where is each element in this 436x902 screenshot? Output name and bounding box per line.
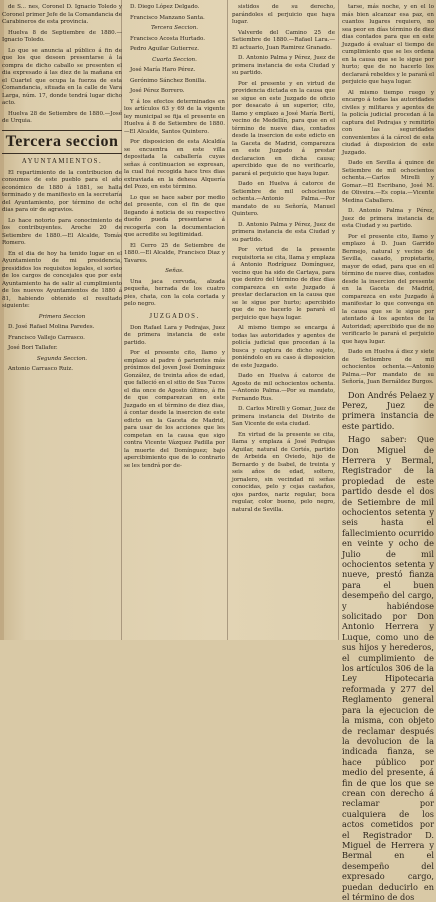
list-item: Francisco Vallejo Carrasco. [8,334,85,341]
list-item: Francisco Manzano Santa. [130,14,205,21]
list-item: Pedro Aguilar Gutierrez. [130,46,200,52]
paragraph: Huelva 8 de Septiembre de 1880.—Ignacio Toledo. [2,29,122,43]
paragraph: Dado en Huelva á diez y siete de Setiembre de mil ochocientos ochenta.—Antonio Palma.—Por mandato de su Señoría, Juan Bernáldez Burgos. [342,349,434,385]
section-subheading: JUZGADOS. [149,312,200,320]
list-item: José María Haro Pérez. [130,67,196,73]
paragraph: En virtud de la presente se cita, llama y emplaza á José Pedrajas Aguilar, natural de Cortés, partido de Arbeida en Oviedo, hijo de Bernardo y de Isabel, de treinta y seis años de edad, soltero, jornalero, sin vecindad ni señas conocidas, pelo y cejas castaños, ojos pardos, nariz regular, boca regular, color bueno, pelo negro, natural de Sevilla. [232,431,335,513]
column-3 [232,4,335,636]
paragraph: tarse, más noche, y en el lo más bien alcanzar esa paz, en cuantos lugares requiero, no sea peor en días término de diez dias contados para que en este Juzgado á evaluar el tiempo de cumplimiento que se les ordena en la causa que se le sigue por hurto; que de no hacerlo los declarará rebeldes y le parará el perjuicio que haya lugar. [342,4,434,85]
column-4 [342,4,434,902]
section-heading: Tercera seccion [2,130,122,154]
paragraph: Al mismo tiempo se encarga á todas las autoridades y agentes de policía judicial que procedan á la busca y captura de dicho sujeto, poniéndolo en su caso á disposicion de este Juzgado. [232,325,335,369]
paragraph: de S... nes, Coronel D. Ignacio Toledo y Coronel primer Jefe de la Comandancia de Carabineros de esta provincia. [2,4,122,25]
list-item: Antonio Carrasco Ruiz. [8,366,74,372]
paragraph: Una jaca cervuda, alzada pequeña, herrada de los cuatro pies, chata, con la cola cortada y pelo negro. [124,278,225,307]
paragraph: Don Rafael Lara y Pedrajas, Juez de primera instancia de este partido. [124,324,225,346]
paragraph: Hago saber: Que Don Miguel de Herrera y Bermal, Registrador de la propiedad de este partido desde el dos de Setiembre de mil ochocientos setenta y seis hasta el fallecimiento ocurrido en veinte y ocho de Julio de mil ochocientos setenta y nueve, prestó fianza para el buen desempeño del cargo, y habiéndose solicitado por Don Antonio Herrera y Luque, como uno de sus hijos y herederos, el cumplimiento de los artículos 306 de la Ley Hipotecaria reformada y 277 del Reglamento general para la ejecucion de la misma, con objeto de reclamar después la devolucion de la indicada fianza, se hace público por medio del presente, á fin de que los que se crean con derecho á reclamar por cualquiera de los actos cometidos por el Registrador D. Miguel de Herrera y Bermal en el desempeño del expresado cargo, puedan deducirlo en el término de dos [342,434,434,902]
paragraph: Don Andrés Pelaez y Perez, Juez de primera instancia de este partido. [342,389,434,431]
paragraph: Por el presente cito, llamo y emplazo á D. Juan Garrido Bermejo, natural y vecino de Sevilla, casado, propietario, mayor de edad, para que en el término de nueve dias, contados desde la insercion del presente en la Gaceta de Madrid, comparezca en este Juzgado á manifestar lo que convenga en la causa que se le sigue por atentado á los agentes de la Autoridad; apercibido que de no verificarlo le parará el perjuicio que haya lugar. [342,233,434,345]
paragraph: Dado en Huelva á catorce de Agosto de mil ochocientos ochenta.—Antonio Palma.—Por su mandato, Fernando Rus. [232,373,335,402]
list-item: Francisco Acosta Hurtado. [130,35,206,42]
paragraph: Lo que se hace saber por medio del presente, con el fin de que llegando á noticia de su respectivo dueño pueda presentarse á recogerla con la documentacion que acredite su legitimidad. [124,194,225,238]
paragraph: D. Antonio Palma y Pérez, Juez de primera instancia de esta Ciudad y su partido. [232,221,335,243]
paragraph: Huelva 28 de Setiembre de 1880.—José de Urquia. [2,110,122,124]
list-heading: Tercera Seccion. [150,25,199,31]
paragraph: En el dia de hoy ha tenido lugar en el Ayuntamiento de mi presidencia, presididos los requisitos legales, el sorteo de los cargos de concejales que por este Ayuntamiento ha de salir al cumplimiento de los nuevos Ayuntamientos de 1880 á 81, habiendo obtenido el resultado siguiente: [2,250,122,309]
list-item: D. Diego López Delgado. [130,4,200,10]
paragraph: Dado en Sevilla á quince de Setiembre de mil ochocientos ochenta.—Carlos Mirelli y Gomar.—El Escribano, José M. de Oliveira.—Es copia.—Vicente Medina Caballero. [342,160,434,204]
list-heading: Primera Seccion [38,313,86,320]
paragraph: Por el presente cito, llamo y emplazo al padre ó parientes más próximos del joven José Domínguez González, de treinta años de edad, que falleció en el sitio de Sus Tucos el dia once de Agosto último, á fin de que comparezcan en este Juzgado en el término de diez dias, á contar desde la insercion de este edicto en la Gaceta de Madrid, para usar de los acciones que les competan en la causa que sigo contra Vicente Vázquez Padilla por la muerte del Domínguez; bajo apercibimiento que de lo contrario se les tendrá por de- [124,350,225,469]
column-rule [227,0,228,640]
paragraph: D. Carlos Mirelli y Gomar, Juez de primera instancia del Distrito de San Vicente de esta ciudad. [232,406,335,427]
column-rule [338,0,339,640]
column-2 [124,4,225,636]
paragraph: Valverde del Camino 25 de Setiembre de 1880.—Rafael Lara.—El actuario, Juan Ramirez Granado. [232,29,335,51]
section-subheading: AYUNTAMIENTOS. [21,157,103,165]
list-item: Gerónimo Sánchez Bonilla. [130,77,207,84]
paragraph: Por disposicion de esta Alcaldía se encuentra en este villa depositada la caballería cuyas señas á continuacion se expresan, la cual fué recogida hace tres dias extraviada en la dehesa Alquería del Pozo, en este término. [124,139,225,190]
list-heading: Segunda Seccion. [36,355,88,362]
paragraph: El Cerro 25 de Setiembre de 1880.—El Alcalde, Francisco Diaz y Tavares. [124,242,225,264]
paragraph: D. Antonio Palma y Pérez, Juez de primera instancia de esta Ciudad y su partido. [232,55,335,76]
list-heading: Cuarta Seccion. [152,56,197,63]
list-item: José Pérez Borrero. [130,88,185,94]
paragraph: Lo que se anuncia al público á fin de que los que deseen presentarse á la compra de dicho caballo se presenten el dia expresado á las diez de la mañana en el Cuartel que ocupa la fuerza de esta Comandancia, situada en la calle de Vara Larga, núm. 17, donde tendrá lugar dicho acto. [2,47,122,106]
list-item: José Bori Tallafer. [8,345,58,351]
paragraph: Por el presente y en virtud de providencia dictada en la causa que se sigue en este Juzgado de oficio por desacato á un superior, cito, llamo y emplazo a José María Bertí, vecino de Medellín, para que en el término de nueve dias, contados desde la insercion de este edicto en la Gaceta de Madrid, comparezca en este Juzgado á prestar declaracion en dicha causa; apercibido que de no verificarlo, parará el perjuicio que haya lugar. [232,80,335,177]
paragraph: sistidos de su derecho, parándoles el perjuicio que haya lugar. [232,4,335,25]
paragraph: Lo hace notorio para conocimiento de los contribuyentes. Aroche 20 de Setiembre de 1880.—El Alcalde, Tomás Romero. [2,217,122,246]
paragraph: D. Antonio Palma y Pérez, Juez de primera instancia de esta Ciudad y su partido. [342,208,434,229]
paragraph: Dado en Huelva á catorce de Setiembre de mil ochocientos ochenta.—Antonio Palma.—Por mandato de su Señoría, Manuel Quintero. [232,181,335,217]
paragraph: Y á los efectos determinados en los artículos 63 y 69 de la vigente ley municipal se fija el presente en Huelva á 8 de Setiembre de 1880.—El Alcalde, Santos Quintero. [124,98,225,135]
paragraph: Al mismo tiempo ruego y encargo á todas las autoridades civiles y militares y agentes de la policía judicial procedan á la captura del Pedrajas y remitirlo con las seguridades convenientes á la cárcel de esta ciudad á disposicion de este Juzgado. [342,89,434,156]
column-1 [2,4,122,636]
paragraph: Por virtud de la presente requisitoria se cita, llama y emplaza á Antonio Rodríguez Domínguez, vecino que ha sido de Cartaya, para que dentro del término de diez dias comparezca en este Juzgado á prestar declaracion en la causa que se le sigue por hurto; apercibido que de no hacerlo le parará el perjuicio que haya lugar. [232,247,335,321]
list-item: D. José Rafael Molina Paredes. [8,324,95,330]
paragraph: El repartimiento de la contribucion de consumos de este pueblo para el año económico de 1880 á 1881, se halla terminado y de manifiesto en la secretaría del Ayuntamiento, por término de ocho dias para oir de agravios. [2,169,122,213]
list-heading: Señas. [165,268,184,274]
